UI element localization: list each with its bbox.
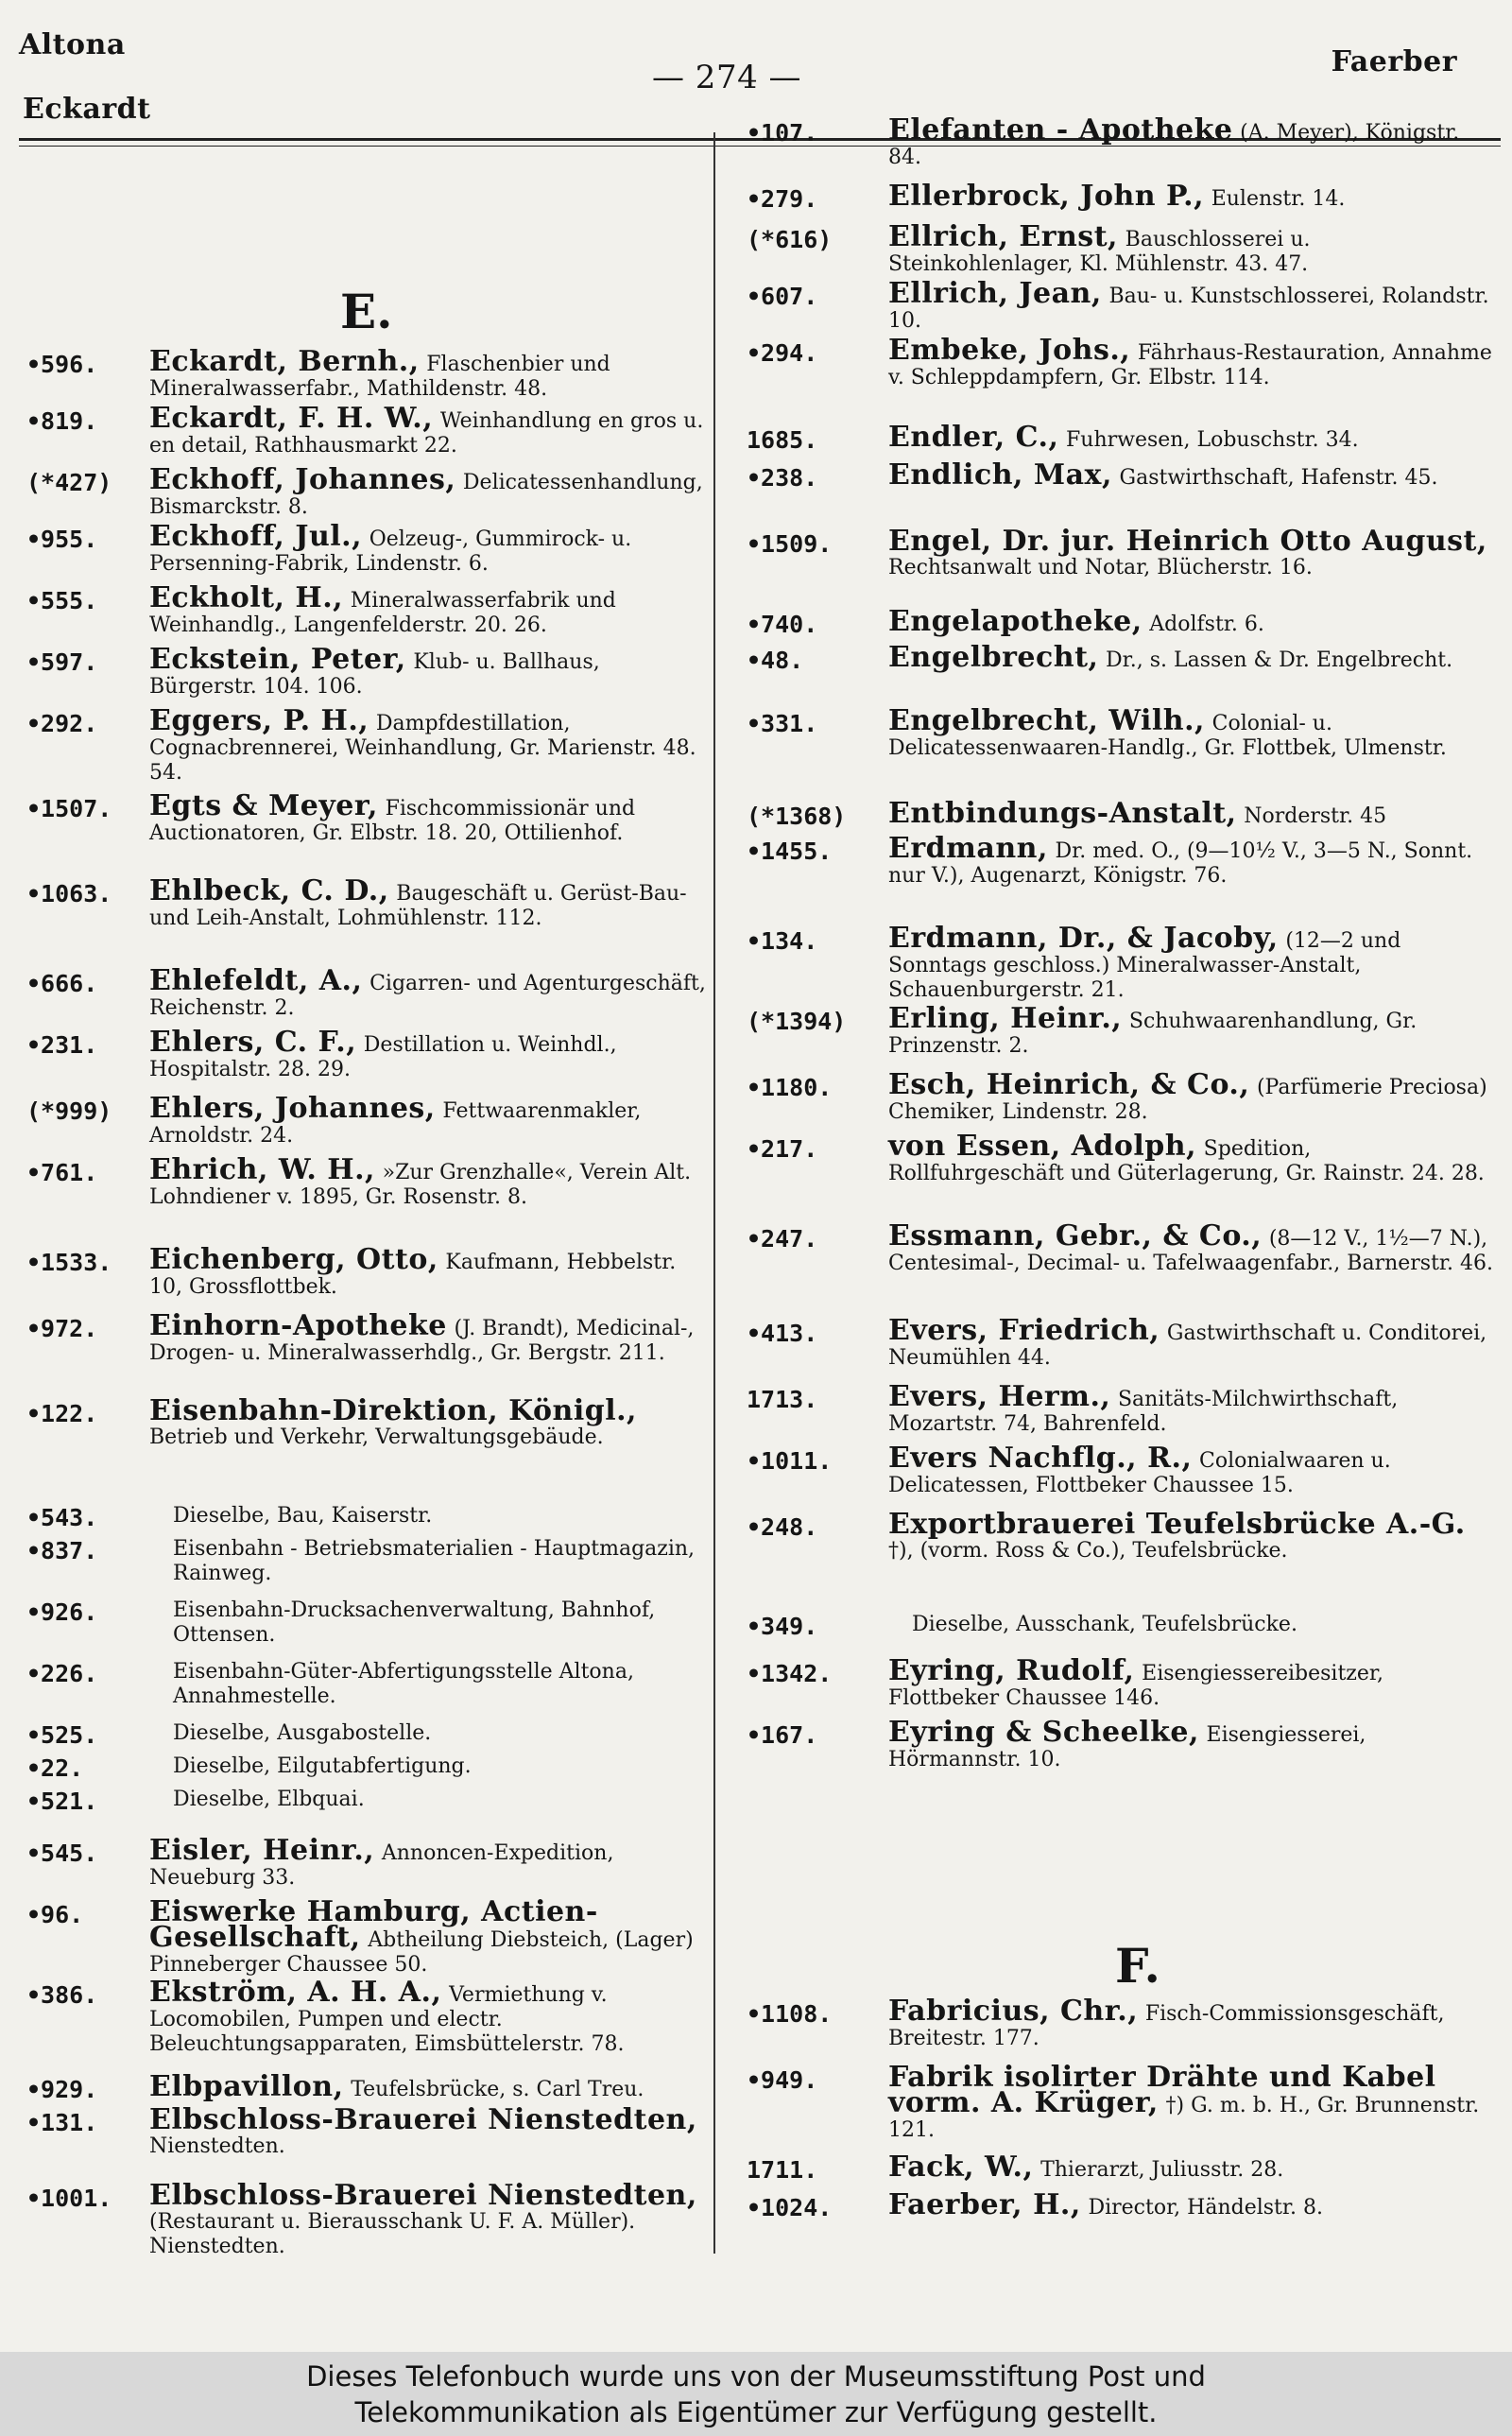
phone-number: •555. [26,587,98,614]
directory-entry [26,1659,712,1708]
directory-entry [26,1598,712,1647]
entry-name: Eichenberg, Otto, [149,1243,438,1276]
phone-number: •217. [747,1135,818,1163]
phone-number: •131. [26,2109,98,2136]
entry-name: Ehrich, W. H., [149,1153,375,1186]
phone-number: •740. [747,611,818,638]
entry-text [173,1598,712,1647]
entry-text [149,1243,712,1299]
entry-description: Eisenbahn-Güter-Abfertigungsstelle Altona, Annahmestelle. [173,1660,634,1708]
entry-name: Entbindungs-Anstalt, [888,797,1237,830]
entry-text [149,1895,712,1977]
entry-description: Bauschlosserei u. Steinkohlenlager, Kl. Mühlenstr. 43. 47. [888,228,1311,276]
entry-text [149,345,712,401]
directory-entry [26,704,712,785]
entry-description: (A. Meyer), Königstr. 84. [888,121,1460,169]
directory-entry [747,641,1493,674]
entry-text [149,1026,712,1081]
phone-number: •1507. [26,795,112,822]
entry-text [149,1309,712,1365]
entry-description: Kaufmann, Hebbelstr. 10, Grossflottbek. [149,1251,677,1299]
directory-entry [747,421,1493,454]
entry-text [149,704,712,785]
directory-entry [26,463,712,519]
entry-description: (8—12 V., 1½—7 N.), Centesimal-, Decimal- u. Tafelwaagenfabr., Barnerstr. 46. [888,1227,1493,1275]
entry-description: Spedition, Rollfuhrgeschäft und Güterlagerung, Gr. Rainstr. 24. 28. [888,1137,1485,1185]
entry-name: Exportbrauerei Teufelsbrücke A.-G. [888,1508,1466,1541]
entry-description: Dieselbe, Elbquai. [173,1788,365,1811]
entry-description: »Zur Grenzhalle«, Verein Alt. Lohndiener v. 1895, Gr. Rosenstr. 8. [149,1161,692,1209]
entry-text [173,1659,712,1708]
phone-number: •545. [26,1840,98,1867]
column-divider [713,132,715,2254]
directory-entry [747,1442,1493,1497]
entry-text [888,1508,1493,1563]
entry-description: Abtheilung Diebsteich, (Lager) Pinneberger Chaussee 50. [149,1928,694,1977]
entry-description: Director, Händelstr. 8. [1088,2196,1323,2220]
entry-description: Fuhrwesen, Lobuschstr. 34. [1066,428,1359,452]
entry-description: Fisch-Commissionsgeschäft, Breitestr. 177. [888,2002,1445,2050]
phone-number: •167. [747,1721,818,1749]
entry-description: (12—2 und Sonntags geschloss.) Mineralwasser-Anstalt, Schauenburgerstr. 21. [888,929,1401,1002]
entry-description: Betrieb und Verkehr, Verwaltungsgebäude. [149,1425,604,1449]
entry-description: Oelzeug-, Gummirock- u. Persenning-Fabrik, Lindenstr. 6. [149,527,632,576]
phone-number: •929. [26,2076,98,2103]
entry-description: Dieselbe, Ausgabostelle. [173,1721,432,1745]
entry-text [888,1995,1493,2050]
entry-name: Eckhoff, Jul., [149,520,363,553]
entry-text [149,1976,712,2056]
directory-entry [747,1068,1493,1124]
entry-description: Sanitäts-Milchwirthschaft, Mozartstr. 74, Bahrenfeld. [888,1388,1399,1436]
entry-text [888,832,1493,888]
entry-description: Colonialwaaren u. Delicatessen, Flottbeker Chaussee 15. [888,1449,1391,1497]
directory-entry [747,605,1493,638]
entry-description: Fischcommissionär und Auctionatoren, Gr. Elbstr. 18. 20, Ottilienhof. [149,797,636,845]
entry-text [173,1536,712,1585]
directory-entry [747,458,1493,492]
entry-text [149,1092,712,1148]
phone-number: •349. [747,1613,818,1640]
directory-entry [747,220,1493,276]
entry-name: Faerber, H., [888,2188,1081,2221]
phone-number: •386. [26,1981,98,2009]
phone-number: •1063. [26,880,112,907]
entry-description: Dr., s. Lassen & Dr. Engelbrecht. [1106,648,1453,672]
directory-entry [26,1394,712,1449]
phone-number: •521. [26,1788,98,1815]
entry-description: Destillation u. Weinhdl., Hospitalstr. 28. 29. [149,1033,617,1081]
directory-entry [26,581,712,637]
entry-description: Eisenbahn - Betriebsmaterialien - Hauptmagazin, Rainweg. [173,1537,696,1585]
entry-text [173,1720,712,1745]
directory-entry [747,334,1493,389]
phone-number: •761. [26,1159,98,1186]
directory-entry [747,704,1493,760]
directory-entry [26,1309,712,1365]
phone-number: 1711. [747,2156,818,2184]
entry-text [888,1380,1493,1436]
entry-text [888,605,1493,638]
phone-number: •248. [747,1513,818,1541]
phone-number: •134. [747,927,818,955]
entry-name: Evers Nachflg., R., [888,1442,1193,1475]
entry-description: †) G. m. b. H., Gr. Brunnenstr. 121. [888,2094,1480,2142]
directory-entry [26,1503,712,1531]
directory-entry [26,1092,712,1148]
phone-number: •1342. [747,1660,833,1687]
entry-name: Engelbrecht, Wilh., [888,704,1205,737]
entry-text [149,2103,712,2158]
entry-text [149,581,712,637]
footer-line-2: Telekommunikation als Eigentümer zur Verfügung gestellt. [354,2396,1158,2428]
entry-name: Engel, Dr. jur. Heinrich Otto August, [888,525,1487,558]
entry-description: Annoncen-Expedition, Neueburg 33. [149,1841,614,1890]
entry-name: Egts & Meyer, [149,789,378,822]
entry-name: von Essen, Adolph, [888,1130,1197,1163]
entry-name: Elefanten - Apotheke [888,113,1233,147]
entry-description: Bau- u. Kunstschlosserei, Rolandstr. 10. [888,285,1489,333]
phone-number: •596. [26,351,98,378]
entry-name: Eyring, Rudolf, [888,1654,1135,1687]
phone-number: 1685. [747,426,818,454]
entry-name: Eiswerke Hamburg, Actien-Gesellschaft, [149,1895,598,1954]
entry-description: Gastwirthschaft u. Conditorei, Neumühlen 44. [888,1322,1487,1370]
entry-text [173,1787,712,1811]
entry-text [149,964,712,1020]
header-last-entry: Faerber [1331,45,1457,78]
entry-text [888,1654,1493,1710]
entry-name: Engelbrecht, [888,641,1099,674]
entry-name: Engelapotheke, [888,605,1143,638]
directory-entry [747,922,1493,1002]
entry-description: Gastwirthschaft, Hafenstr. 45. [1119,466,1438,490]
entry-name: Ehlefeldt, A., [149,964,363,997]
entry-text [888,277,1493,333]
section-letter-e: E. [340,284,393,339]
entry-description: Dampfdestillation, Cognacbrennerei, Weinhandlung, Gr. Marienstr. 48. 54. [149,712,696,785]
phone-number: •48. [747,647,804,674]
entry-name: Einhorn-Apotheke [149,1309,447,1342]
entry-name: Ekström, A. H. A., [149,1976,442,2009]
directory-entry [26,520,712,576]
entry-text [912,1612,1493,1636]
entry-name: Elbpavillon, [149,2070,344,2103]
phone-number: •597. [26,648,98,676]
entry-name: Erdmann, [888,832,1048,865]
phone-number: •543. [26,1504,98,1531]
directory-entry [26,1895,712,1977]
phone-number: •926. [26,1598,98,1626]
entry-description: Vermiethung v. Locomobilen, Pumpen und electr. Beleuchtungsapparaten, Eimsbüttelerstr. 78. [149,1983,625,2056]
phone-number: •1533. [26,1249,112,1276]
phone-number: •837. [26,1537,98,1564]
entry-name: Esch, Heinrich, & Co., [888,1068,1250,1101]
directory-entry [747,1716,1493,1771]
entry-text [173,1503,712,1528]
entry-description: Thierarzt, Juliusstr. 28. [1040,2158,1284,2182]
entry-name: Eckstein, Peter, [149,643,406,676]
directory-entry [26,1536,712,1585]
directory-entry [747,2151,1493,2184]
entry-description: Eisengiessereibesitzer, Flottbeker Chaussee 146. [888,1662,1383,1710]
phone-number: •413. [747,1320,818,1347]
phone-number: •1455. [747,838,833,865]
entry-text [149,1834,712,1890]
entry-text [888,525,1493,579]
directory-entry [747,2061,1493,2142]
entry-text [888,421,1493,454]
entry-description: Colonial- u. Delicatessenwaaren-Handlg., Gr. Flottbek, Ulmenstr. [888,712,1447,760]
directory-entry [747,1995,1493,2050]
phone-number: (*616) [747,226,833,253]
directory-entry [26,345,712,401]
phone-number: •666. [26,970,98,997]
entry-name: Eisenbahn-Direktion, Königl., [149,1394,637,1427]
phone-number: •525. [26,1721,98,1749]
entry-description: Fettwaarenmakler, Arnoldstr. 24. [149,1099,642,1148]
directory-entry [747,832,1493,888]
entry-description: Baugeschäft u. Gerüst-Bau- und Leih-Anstalt, Lohmühlenstr. 112. [149,882,687,930]
directory-entry [747,1002,1493,1058]
entry-text [888,1002,1493,1058]
entry-text [888,2188,1493,2221]
phone-number: •96. [26,1901,84,1928]
directory-entry [26,1243,712,1299]
entry-description: Dieselbe, Eilgutabfertigung. [173,1754,472,1778]
entry-text [149,520,712,576]
entry-name: Elbschloss-Brauerei Nienstedten, [149,2179,697,2212]
directory-entry [26,1720,712,1749]
entry-description: Schuhwaarenhandlung, Gr. Prinzenstr. 2. [888,1010,1418,1058]
entry-name: Erdmann, Dr., & Jacoby, [888,922,1279,955]
directory-entry [747,1314,1493,1370]
entry-name: Elbschloss-Brauerei Nienstedten, [149,2103,697,2136]
phone-number: •1001. [26,2185,112,2212]
entry-name: Eyring & Scheelke, [888,1716,1199,1749]
entry-description: Dr. med. O., (9—10½ V., 3—5 N., Sonnt. nur V.), Augenarzt, Königstr. 76. [888,839,1473,888]
directory-entry [26,1976,712,2056]
entry-description: Delicatessenhandlung, Bismarckstr. 8. [149,471,703,519]
entry-name: Evers, Herm., [888,1380,1111,1413]
entry-text [888,704,1493,760]
entry-name: Eckhoff, Johannes, [149,463,456,496]
entry-description: Norderstr. 45 [1244,804,1387,828]
entry-description: Nienstedten. [149,2134,285,2158]
footer-line-1: Dieses Telefonbuch wurde uns von der Museumsstiftung Post und [306,2360,1206,2393]
entry-text [888,2151,1493,2184]
phone-number: •955. [26,526,98,553]
phone-number: •949. [747,2066,818,2094]
entry-description: (Parfümerie Preciosa) Chemiker, Lindenstr. 28. [888,1076,1487,1124]
phone-number: (*1394) [747,1008,847,1035]
entry-text [888,220,1493,276]
entry-description: Dieselbe, Ausschank, Teufelsbrücke. [912,1613,1297,1636]
directory-entry [747,277,1493,333]
directory-entry [747,1130,1493,1185]
entry-text [888,2061,1493,2142]
phone-number: •238. [747,464,818,492]
entry-description: Teufelsbrücke, s. Carl Treu. [351,2078,644,2101]
entry-description: Eulenstr. 14. [1211,187,1346,211]
entry-name: Eckardt, Bernh., [149,345,420,378]
directory-entry [747,2188,1493,2221]
entry-description: (Restaurant u. Bierausschank U. F. A. Müller). Nienstedten. [149,2210,636,2258]
phone-number: •1011. [747,1447,833,1475]
entry-text [888,797,1493,830]
phone-number: •819. [26,407,98,435]
phone-number: •279. [747,185,818,213]
entry-name: Essmann, Gebr., & Co., [888,1219,1263,1253]
entry-description: (J. Brandt), Medicinal-, Drogen- u. Mineralwasserhdlg., Gr. Bergstr. 211. [149,1317,695,1365]
entry-description: Rechtsanwalt und Notar, Blücherstr. 16. [888,556,1313,579]
phone-number: •294. [747,339,818,367]
entry-name: Eckholt, H., [149,581,344,614]
directory-entry [747,113,1493,169]
entry-text [149,1394,712,1449]
entry-name: Fabrik isolirter Drähte und Kabel vorm. A. Krüger, [888,2061,1436,2119]
directory-entry [747,180,1493,213]
directory-entry [747,1219,1493,1275]
directory-entry [747,1380,1493,1436]
entry-text [888,641,1493,674]
entry-text [149,1153,712,1209]
directory-entry [747,1508,1493,1563]
entry-text [149,789,712,845]
phone-number: •107. [747,119,818,147]
directory-entry [26,1834,712,1890]
entry-description: Dieselbe, Bau, Kaiserstr. [173,1504,433,1528]
entry-text [888,180,1493,213]
entry-name: Erling, Heinr., [888,1002,1123,1035]
entry-text [149,463,712,519]
entry-text [149,874,712,930]
entry-name: Ellerbrock, John P., [888,180,1205,213]
header-city: Altona [19,28,126,61]
directory-entry [26,2070,712,2103]
entry-description: Mineralwasserfabrik und Weinhandlg., Langenfelderstr. 20. 26. [149,589,616,637]
entry-name: Eckardt, F. H. W., [149,402,434,435]
entry-name: Eisler, Heinr., [149,1834,375,1867]
directory-entry [26,2103,712,2158]
phone-number: 1713. [747,1386,818,1413]
entry-description: Flaschenbier und Mineralwasserfabr., Mathildenstr. 48. [149,353,610,401]
directory-entry [26,1153,712,1209]
phone-number: •1180. [747,1074,833,1101]
directory-entry [26,1787,712,1815]
directory-entry [747,525,1493,579]
entry-name: Ehlbeck, C. D., [149,874,389,907]
phone-number: •22. [26,1754,84,1782]
entry-name: Ehlers, C. F., [149,1026,357,1059]
entry-name: Evers, Friedrich, [888,1314,1160,1347]
directory-entry [26,643,712,699]
entry-text [888,1219,1493,1275]
directory-entry [747,1612,1493,1640]
entry-text [888,1716,1493,1771]
entry-description: Cigarren- und Agenturgeschäft, Reichenstr. 2. [149,972,706,1020]
entry-name: Endlich, Max, [888,458,1112,492]
entry-text [149,643,712,699]
phone-number: •292. [26,710,98,737]
phone-number: •231. [26,1031,98,1059]
entry-text [888,113,1493,169]
entry-description: Eisengiesserei, Hörmannstr. 10. [888,1723,1366,1771]
entry-description: Weinhandlung en gros u. en detail, Rathhausmarkt 22. [149,409,704,458]
directory-entry [26,874,712,930]
page-number: — 274 — [652,59,802,96]
directory-entry [26,402,712,458]
entry-description: Eisenbahn-Drucksachenverwaltung, Bahnhof, Ottensen. [173,1598,656,1647]
directory-entry [26,789,712,845]
section-letter-f: F. [1115,1938,1160,1994]
entry-name: Eggers, P. H., [149,704,369,737]
entry-name: Endler, C., [888,421,1059,454]
header-first-entry: Eckardt [23,93,151,126]
entry-text [149,2070,712,2103]
phone-number: (*999) [26,1097,112,1125]
entry-name: Fack, W., [888,2151,1034,2184]
phone-number: •1509. [747,530,833,558]
entry-name: Ellrich, Ernst, [888,220,1119,253]
entry-description: Adolfstr. 6. [1149,613,1264,636]
entry-text [173,1754,712,1778]
entry-description: Fährhaus-Restauration, Annahme v. Schleppdampfern, Gr. Elbstr. 114. [888,341,1492,389]
entry-text [149,402,712,458]
entry-text [888,458,1493,492]
phone-number: (*427) [26,469,112,496]
phone-number: •972. [26,1315,98,1342]
entry-description: †), (vorm. Ross & Co.), Teufelsbrücke. [888,1539,1288,1563]
entry-text [888,1314,1493,1370]
directory-entry [26,1754,712,1782]
entry-name: Ellrich, Jean, [888,277,1102,310]
entry-description: Klub- u. Ballhaus, Bürgerstr. 104. 106. [149,650,600,699]
directory-entry [26,1026,712,1081]
phone-number: •122. [26,1400,98,1427]
footer-notice [0,2352,1512,2436]
phone-number: (*1368) [747,803,847,830]
phone-number: •1024. [747,2194,833,2221]
entry-text [149,2179,712,2258]
directory-entry [747,1654,1493,1710]
entry-text [888,922,1493,1002]
phone-number: •226. [26,1660,98,1687]
phone-number: •1108. [747,2000,833,2028]
entry-name: Embeke, Johs., [888,334,1131,367]
directory-entry [747,797,1493,830]
directory-entry [26,964,712,1020]
entry-text [888,334,1493,389]
entry-text [888,1130,1493,1185]
entry-text [888,1068,1493,1124]
entry-name: Fabricius, Chr., [888,1995,1139,2028]
phone-number: •247. [747,1225,818,1253]
directory-entry [26,2179,712,2258]
phone-number: •607. [747,283,818,310]
entry-text [888,1442,1493,1497]
entry-name: Ehlers, Johannes, [149,1092,436,1125]
phone-number: •331. [747,710,818,737]
